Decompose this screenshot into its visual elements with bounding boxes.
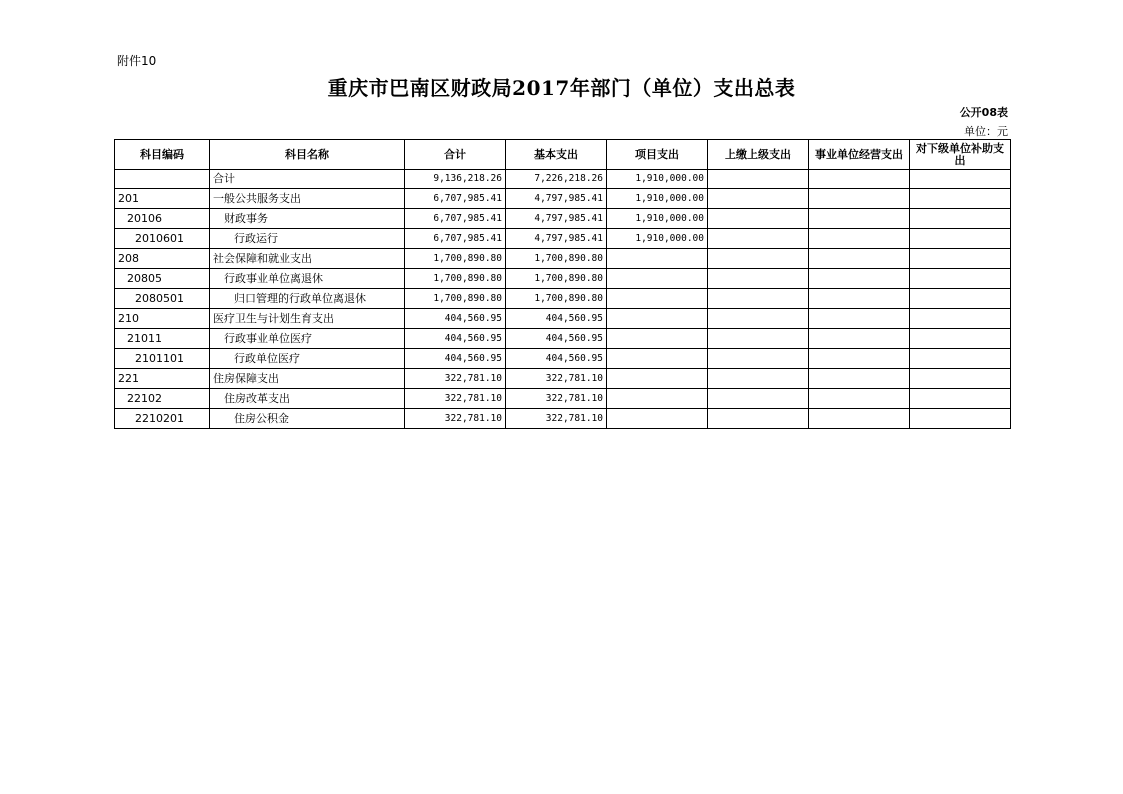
cell-subsidy xyxy=(910,170,1011,189)
cell-code: 2101101 xyxy=(115,349,210,369)
cell-project xyxy=(607,289,708,309)
header-subject-code: 科目编码 xyxy=(115,140,210,170)
table-row xyxy=(115,229,1011,249)
cell-project xyxy=(607,269,708,289)
header-subject-name: 科目名称 xyxy=(210,140,405,170)
cell-name: 行政事业单位医疗 xyxy=(210,329,405,349)
cell-total: 322,781.10 xyxy=(405,409,506,429)
table-header-row xyxy=(115,140,1011,170)
cell-business xyxy=(809,409,910,429)
cell-basic: 4,797,985.41 xyxy=(506,209,607,229)
cell-project xyxy=(607,249,708,269)
cell-upper xyxy=(708,349,809,369)
cell-subsidy xyxy=(910,269,1011,289)
cell-upper xyxy=(708,249,809,269)
cell-name: 行政事业单位离退休 xyxy=(210,269,405,289)
cell-code xyxy=(115,170,210,189)
table-row xyxy=(115,349,1011,369)
cell-subsidy xyxy=(910,289,1011,309)
cell-subsidy xyxy=(910,389,1011,409)
cell-business xyxy=(809,249,910,269)
cell-project xyxy=(607,409,708,429)
cell-total: 9,136,218.26 xyxy=(405,170,506,189)
cell-basic: 322,781.10 xyxy=(506,409,607,429)
cell-name: 住房公积金 xyxy=(210,409,405,429)
cell-upper xyxy=(708,229,809,249)
header-basic-expenditure: 基本支出 xyxy=(506,140,607,170)
cell-total: 1,700,890.80 xyxy=(405,269,506,289)
table-row xyxy=(115,269,1011,289)
cell-upper xyxy=(708,409,809,429)
cell-name: 住房改革支出 xyxy=(210,389,405,409)
table-row xyxy=(115,409,1011,429)
cell-project xyxy=(607,349,708,369)
attachment-label: 附件10 xyxy=(117,54,157,68)
cell-code: 2080501 xyxy=(115,289,210,309)
cell-basic: 1,700,890.80 xyxy=(506,269,607,289)
cell-business xyxy=(809,309,910,329)
cell-code: 2010601 xyxy=(115,229,210,249)
cell-project: 1,910,000.00 xyxy=(607,209,708,229)
cell-upper xyxy=(708,369,809,389)
expenditure-table xyxy=(114,139,1011,429)
cell-basic: 1,700,890.80 xyxy=(506,289,607,309)
cell-code: 201 xyxy=(115,189,210,209)
cell-code: 2210201 xyxy=(115,409,210,429)
cell-total: 6,707,985.41 xyxy=(405,209,506,229)
table-row xyxy=(115,309,1011,329)
unit-label: 单位：元 xyxy=(964,125,1008,138)
cell-upper xyxy=(708,329,809,349)
cell-total: 1,700,890.80 xyxy=(405,249,506,269)
cell-subsidy xyxy=(910,329,1011,349)
cell-project xyxy=(607,369,708,389)
cell-code: 21011 xyxy=(115,329,210,349)
cell-name: 社会保障和就业支出 xyxy=(210,249,405,269)
cell-subsidy xyxy=(910,349,1011,369)
cell-name: 合计 xyxy=(210,170,405,189)
cell-upper xyxy=(708,289,809,309)
cell-total: 404,560.95 xyxy=(405,329,506,349)
cell-name: 一般公共服务支出 xyxy=(210,189,405,209)
cell-subsidy xyxy=(910,409,1011,429)
cell-business xyxy=(809,269,910,289)
cell-code: 20106 xyxy=(115,209,210,229)
cell-basic: 322,781.10 xyxy=(506,369,607,389)
header-project-expenditure: 项目支出 xyxy=(607,140,708,170)
cell-business xyxy=(809,189,910,209)
table-row xyxy=(115,189,1011,209)
page-title: 重庆市巴南区财政局2017年部门（单位）支出总表 xyxy=(327,76,796,100)
cell-project xyxy=(607,329,708,349)
cell-upper xyxy=(708,170,809,189)
cell-subsidy xyxy=(910,309,1011,329)
cell-business xyxy=(809,170,910,189)
table-row xyxy=(115,389,1011,409)
cell-business xyxy=(809,349,910,369)
cell-name: 财政事务 xyxy=(210,209,405,229)
cell-total: 404,560.95 xyxy=(405,349,506,369)
cell-upper xyxy=(708,209,809,229)
header-subsidy-expenditure: 对下级单位补助支出 xyxy=(910,140,1011,170)
cell-basic: 322,781.10 xyxy=(506,389,607,409)
form-number: 公开08表 xyxy=(959,106,1008,119)
table-row xyxy=(115,249,1011,269)
cell-total: 322,781.10 xyxy=(405,389,506,409)
cell-subsidy xyxy=(910,189,1011,209)
table-row xyxy=(115,369,1011,389)
cell-code: 208 xyxy=(115,249,210,269)
cell-basic: 404,560.95 xyxy=(506,349,607,369)
cell-code: 221 xyxy=(115,369,210,389)
cell-upper xyxy=(708,389,809,409)
cell-business xyxy=(809,369,910,389)
cell-business xyxy=(809,389,910,409)
cell-basic: 404,560.95 xyxy=(506,309,607,329)
cell-subsidy xyxy=(910,369,1011,389)
cell-basic: 4,797,985.41 xyxy=(506,229,607,249)
cell-project: 1,910,000.00 xyxy=(607,229,708,249)
cell-subsidy xyxy=(910,249,1011,269)
cell-subsidy xyxy=(910,229,1011,249)
cell-subsidy xyxy=(910,209,1011,229)
header-total: 合计 xyxy=(405,140,506,170)
cell-project: 1,910,000.00 xyxy=(607,189,708,209)
cell-total: 404,560.95 xyxy=(405,309,506,329)
cell-business xyxy=(809,209,910,229)
cell-name: 住房保障支出 xyxy=(210,369,405,389)
header-upper-remittance: 上缴上级支出 xyxy=(708,140,809,170)
cell-name: 行政运行 xyxy=(210,229,405,249)
cell-name: 归口管理的行政单位离退休 xyxy=(210,289,405,309)
cell-code: 20805 xyxy=(115,269,210,289)
cell-project: 1,910,000.00 xyxy=(607,170,708,189)
cell-total: 1,700,890.80 xyxy=(405,289,506,309)
cell-basic: 7,226,218.26 xyxy=(506,170,607,189)
cell-total: 6,707,985.41 xyxy=(405,229,506,249)
cell-name: 医疗卫生与计划生育支出 xyxy=(210,309,405,329)
cell-name: 行政单位医疗 xyxy=(210,349,405,369)
cell-upper xyxy=(708,309,809,329)
cell-business xyxy=(809,229,910,249)
cell-project xyxy=(607,389,708,409)
table-row xyxy=(115,289,1011,309)
cell-basic: 4,797,985.41 xyxy=(506,189,607,209)
cell-project xyxy=(607,309,708,329)
cell-basic: 404,560.95 xyxy=(506,329,607,349)
table-row xyxy=(115,209,1011,229)
table-row xyxy=(115,329,1011,349)
cell-business xyxy=(809,329,910,349)
cell-basic: 1,700,890.80 xyxy=(506,249,607,269)
cell-upper xyxy=(708,189,809,209)
cell-business xyxy=(809,289,910,309)
cell-upper xyxy=(708,269,809,289)
cell-total: 322,781.10 xyxy=(405,369,506,389)
cell-code: 210 xyxy=(115,309,210,329)
cell-code: 22102 xyxy=(115,389,210,409)
cell-total: 6,707,985.41 xyxy=(405,189,506,209)
header-business-expenditure: 事业单位经营支出 xyxy=(809,140,910,170)
table-row xyxy=(115,170,1011,189)
